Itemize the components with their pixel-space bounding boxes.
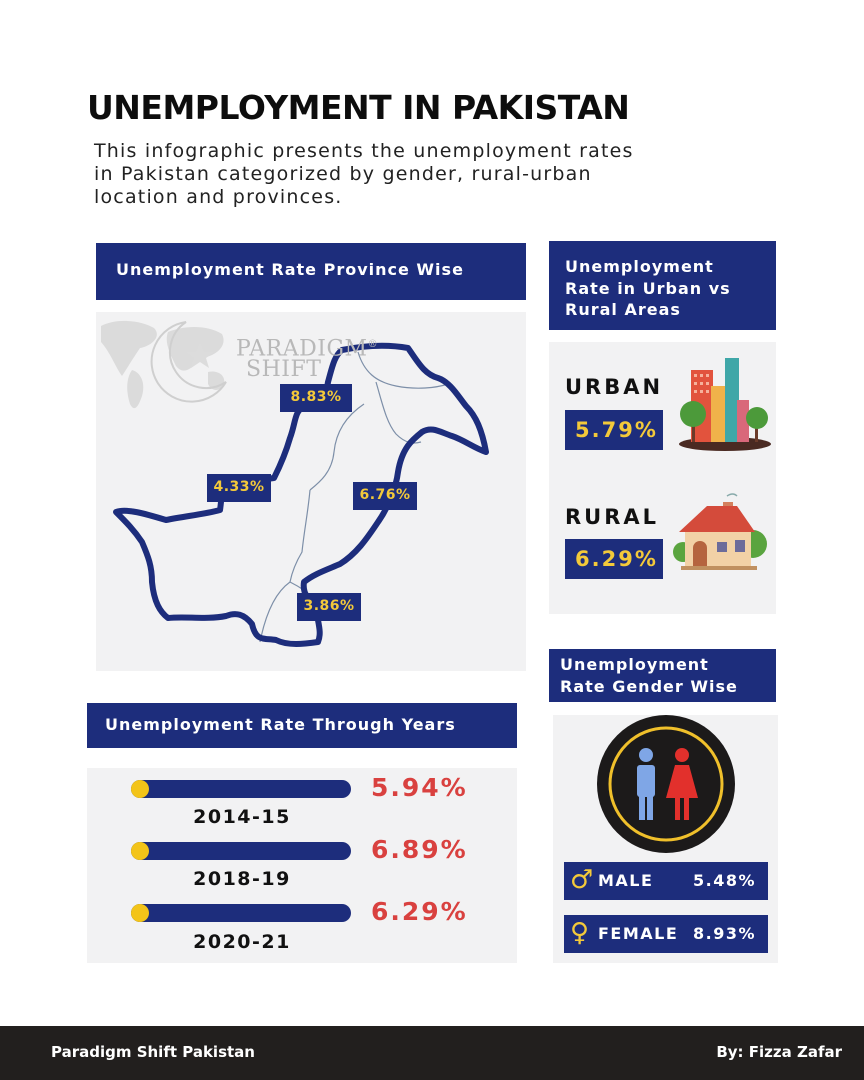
- gender-panel: [553, 715, 778, 963]
- year-value: 5.94%: [371, 773, 468, 802]
- year-bar: [131, 842, 351, 860]
- year-label: 2014-15: [193, 806, 291, 828]
- header-line: Unemployment: [565, 257, 714, 276]
- province-rate-tag: 4.33%: [207, 474, 271, 502]
- bar-dot-icon: [131, 842, 149, 860]
- gender-section-header: [549, 649, 776, 702]
- male-label: MALE: [598, 871, 654, 890]
- rural-label: RURAL: [565, 505, 660, 529]
- year-label: 2018-19: [193, 868, 291, 890]
- urban-value: 5.79%: [565, 410, 663, 450]
- province-rate-tag: 6.76%: [353, 482, 417, 510]
- paradigm-shift-watermark: [236, 334, 379, 383]
- male-value: 5.48%: [692, 871, 756, 890]
- rural-value: 6.29%: [565, 539, 663, 579]
- male-female-icon: [595, 714, 737, 854]
- province-rate-tag: 3.86%: [297, 593, 361, 621]
- footer: [0, 1026, 864, 1080]
- male-symbol-icon: ♂: [570, 865, 595, 895]
- header-line: Rate Gender Wise: [560, 677, 738, 696]
- watermark-line-2: SHIFT: [246, 357, 322, 383]
- urban-label: URBAN: [565, 375, 664, 399]
- bar-dot-icon: [131, 780, 149, 798]
- province-rate-tag: 8.83%: [280, 384, 352, 412]
- province-map-panel: [96, 312, 526, 671]
- female-label: FEMALE: [598, 924, 679, 943]
- header-line: Rate in Urban vs: [565, 278, 731, 298]
- header-line: Unemployment: [560, 655, 709, 674]
- province-section-header: Unemployment Rate Province Wise: [96, 243, 526, 300]
- registered-mark: ®: [367, 339, 379, 350]
- header-line: Rural Areas: [565, 300, 681, 319]
- year-bar: [131, 780, 351, 798]
- years-panel: [87, 768, 517, 963]
- urban-rural-section-header: [549, 241, 776, 330]
- footer-author: By: Fizza Zafar: [716, 1043, 842, 1061]
- page-subtitle: This infographic presents the unemployment rates in Pakistan categorized by gender, rural-urban location and provinces.: [94, 140, 634, 208]
- year-value: 6.29%: [371, 897, 468, 926]
- female-value: 8.93%: [692, 924, 756, 943]
- page-title: UNEMPLOYMENT IN PAKISTAN: [87, 88, 630, 127]
- watermark-line-1: PARADIGM: [236, 336, 368, 362]
- bar-dot-icon: [131, 904, 149, 922]
- year-value: 6.89%: [371, 835, 468, 864]
- years-section-header: Unemployment Rate Through Years: [87, 703, 517, 748]
- year-label: 2020-21: [193, 931, 291, 953]
- house-icon: [673, 492, 769, 578]
- year-bar: [131, 904, 351, 922]
- female-symbol-icon: ♀: [570, 918, 591, 948]
- male-rate-row: [564, 862, 768, 900]
- footer-publisher: Paradigm Shift Pakistan: [51, 1043, 255, 1061]
- urban-rural-panel: [549, 342, 776, 614]
- city-buildings-icon: [673, 356, 773, 452]
- female-rate-row: [564, 915, 768, 953]
